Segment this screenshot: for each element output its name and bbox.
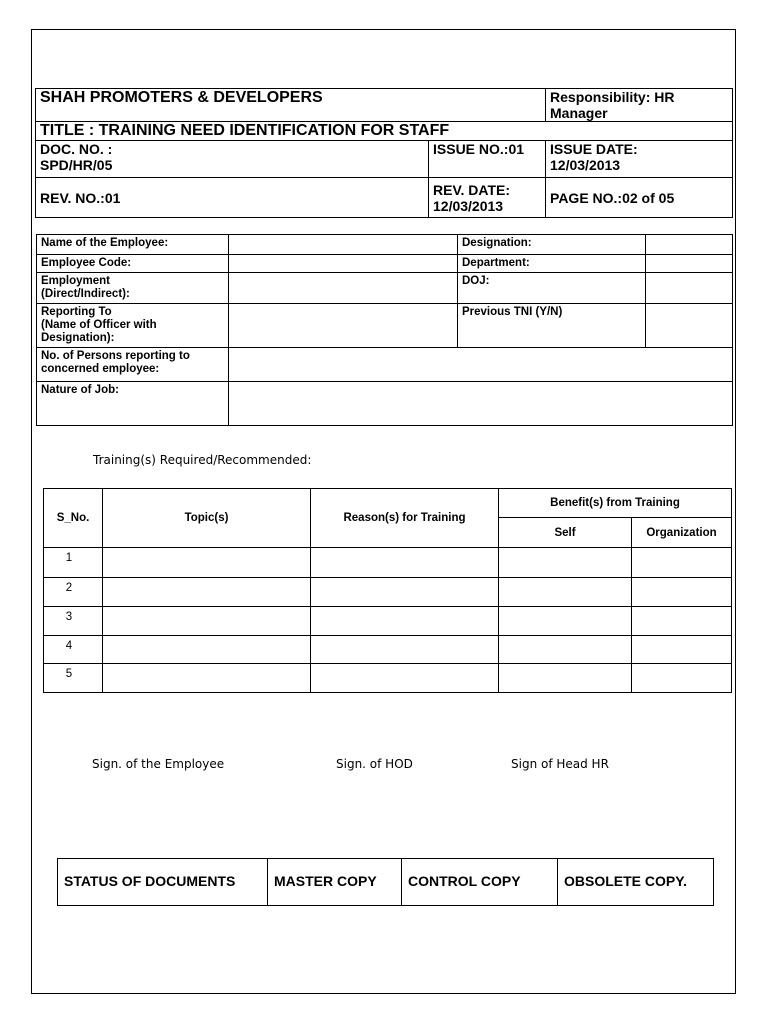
reason-cell[interactable] [311,578,499,607]
reporting-label-line1: Reporting To [41,306,112,318]
department-field[interactable] [646,255,733,273]
employee-code-field[interactable] [229,255,458,273]
issue-no: ISSUE NO.:01 [429,141,546,178]
reason-cell[interactable] [311,607,499,636]
doc-no-label: DOC. NO. : [40,141,113,157]
persons-reporting-label [37,348,229,382]
sign-head-hr: Sign of Head HR [511,757,609,771]
table-row [44,548,732,578]
training-section-label: Training(s) Required/Recommended: [93,453,312,467]
self-cell[interactable] [499,548,632,578]
self-cell[interactable] [499,636,632,664]
col-sno-header: S_No. [44,489,103,548]
company-name: SHAH PROMOTERS & DEVELOPERS [36,89,546,122]
rev-date: REV. DATE: 12/03/2013 [429,178,546,218]
reporting-to-field[interactable] [229,304,458,348]
employment-field[interactable] [229,273,458,304]
status-label: STATUS OF DOCUMENTS [58,859,268,906]
org-cell[interactable] [632,607,732,636]
employment-label [37,273,229,304]
training-table [43,488,732,693]
previous-tni-field[interactable] [646,304,733,348]
reporting-to-label [37,304,229,348]
reason-cell[interactable] [311,548,499,578]
row-number: 5 [44,664,103,693]
org-cell[interactable] [632,548,732,578]
row-number: 3 [44,607,103,636]
persons-label-line1: No. of Persons reporting to [41,350,190,362]
topic-cell[interactable] [103,548,311,578]
document-status-table [57,858,714,906]
issue-date-value: 12/03/2013 [550,157,621,173]
doj-label: DOJ: [458,273,646,304]
nature-of-job-label: Nature of Job: [37,382,229,426]
previous-tni-label: Previous TNI (Y/N) [458,304,646,348]
self-cell[interactable] [499,607,632,636]
issue-date-label: ISSUE DATE: [550,141,638,157]
control-copy[interactable]: CONTROL COPY [402,859,558,906]
reason-cell[interactable] [311,636,499,664]
table-row [44,607,732,636]
employee-name-field[interactable] [229,235,458,255]
col-reason-header: Reason(s) for Training [311,489,499,548]
document-title: TITLE : TRAINING NEED IDENTIFICATION FOR STAFF [36,122,733,141]
table-row [44,664,732,693]
doc-no-value: SPD/HR/05 [40,157,113,173]
org-cell[interactable] [632,664,732,693]
obsolete-copy[interactable]: OBSOLETE COPY. [558,859,714,906]
org-cell[interactable] [632,578,732,607]
org-cell[interactable] [632,636,732,664]
employee-info-table [36,234,733,426]
responsibility: Responsibility: HR Manager [546,89,733,122]
designation-label: Designation: [458,235,646,255]
topic-cell[interactable] [103,636,311,664]
topic-cell[interactable] [103,607,311,636]
col-benefit-header: Benefit(s) from Training [499,489,732,518]
sign-employee: Sign. of the Employee [92,757,225,771]
document-header-table [35,88,733,218]
self-cell[interactable] [499,664,632,693]
persons-label-line2: concerned employee: [41,363,160,375]
row-number: 1 [44,548,103,578]
doj-field[interactable] [646,273,733,304]
employment-label-line1: Employment [41,275,111,287]
table-row [44,636,732,664]
reason-cell[interactable] [311,664,499,693]
designation-field[interactable] [646,235,733,255]
topic-cell[interactable] [103,578,311,607]
topic-cell[interactable] [103,664,311,693]
persons-reporting-field[interactable] [229,348,733,382]
rev-no: REV. NO.:01 [36,178,429,218]
row-number: 2 [44,578,103,607]
reporting-label-line2: (Name of Officer with [41,319,157,331]
table-row [44,578,732,607]
department-label: Department: [458,255,646,273]
sign-hod: Sign. of HOD [336,757,413,771]
master-copy[interactable]: MASTER COPY [268,859,402,906]
employee-code-label: Employee Code: [37,255,229,273]
self-cell[interactable] [499,578,632,607]
col-org-header: Organization [632,518,732,548]
doc-no-cell [36,141,429,178]
nature-of-job-field[interactable] [229,382,733,426]
employment-label-line2: (Direct/Indirect): [41,288,130,300]
col-self-header: Self [499,518,632,548]
reporting-label-line3: Designation): [41,332,115,344]
employee-name-label: Name of the Employee: [37,235,229,255]
col-topic-header: Topic(s) [103,489,311,548]
issue-date-cell [546,141,733,178]
page-no: PAGE NO.:02 of 05 [546,178,733,218]
row-number: 4 [44,636,103,664]
